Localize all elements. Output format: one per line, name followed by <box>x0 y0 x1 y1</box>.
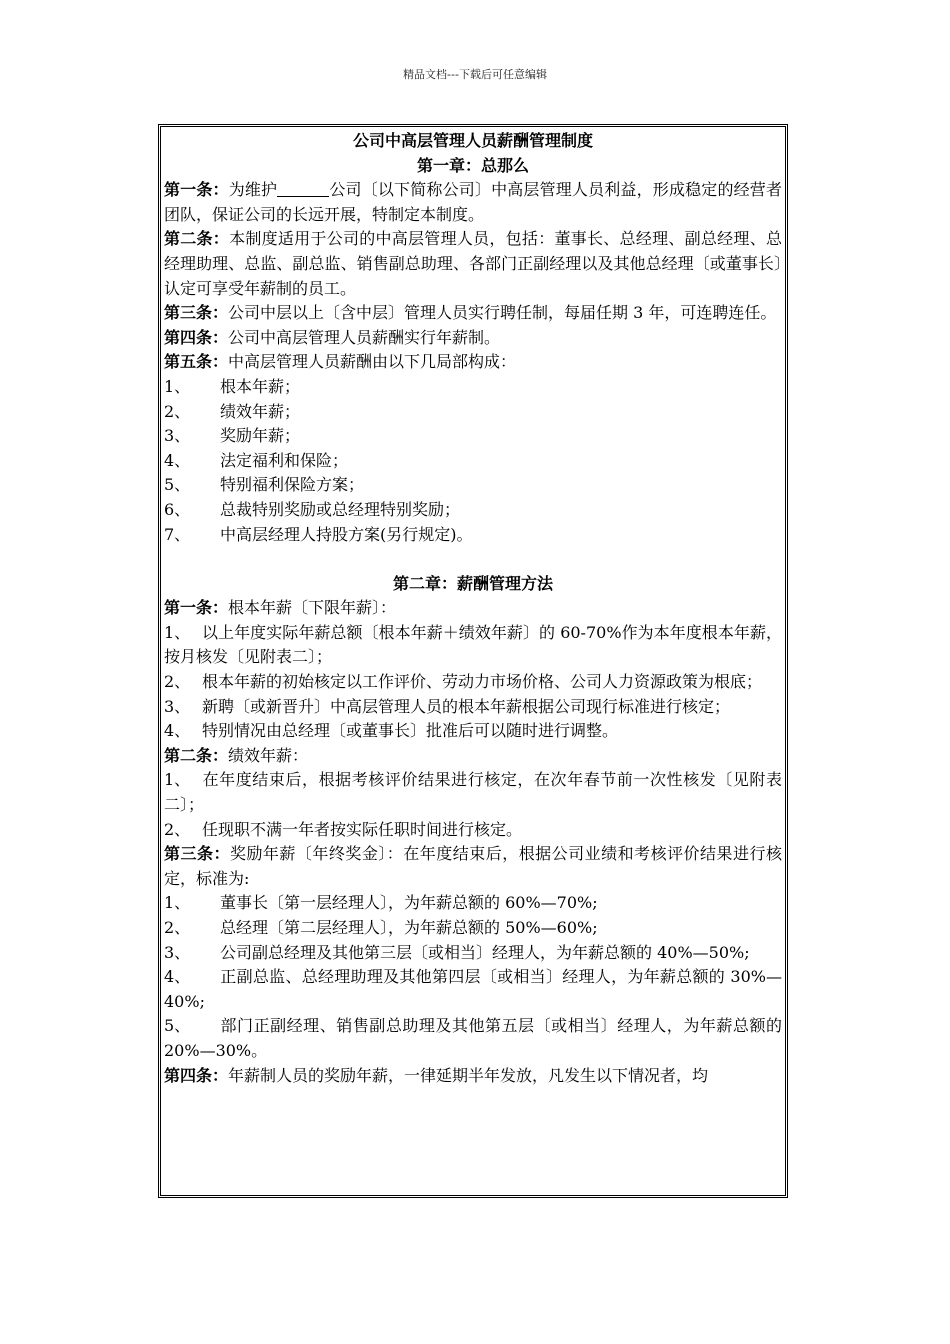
item-number: 1、 <box>164 893 191 913</box>
article-label: 第三条： <box>164 303 229 323</box>
list-item <box>164 695 782 720</box>
list-item <box>164 400 782 425</box>
ch2-article-3 <box>164 842 782 891</box>
chapter-2-heading: 第二章：薪酬管理方法 <box>392 573 553 593</box>
item-number: 3、 <box>164 696 191 716</box>
item-text: 任现职不满一年者按实际任职时间进行核定。 <box>202 819 523 839</box>
page-header: 精品文档---下载后可任意编辑 <box>403 68 547 81</box>
list-item <box>164 941 782 966</box>
item-number: 4、 <box>164 721 191 741</box>
list-item <box>164 818 782 843</box>
ch1-article-5 <box>164 350 782 375</box>
item-text: 在年度结束后，根据考核评价结果进行核定，在次年春节前一次性核发〔见附表二〕； <box>164 770 782 815</box>
list-item <box>164 473 782 498</box>
item-number: 5、 <box>164 1016 191 1036</box>
item-number: 4、 <box>164 450 191 470</box>
list-item <box>164 424 782 449</box>
article-text: 中高层管理人员薪酬由以下几局部构成： <box>228 352 517 372</box>
list-item <box>164 891 782 916</box>
item-text: 以上年度实际年薪总额〔根本年薪＋绩效年薪〕的 60-70%作为本年度根本年薪，按月核发〔见附表二〕； <box>164 622 782 667</box>
article-text: 奖励年薪〔年终奖金〕：在年度结束后，根据公司业绩和考核评价结果进行核定，标准为: <box>164 844 782 888</box>
article-text: 公司〔以下简称公司〕中高层管理人员利益，形成稳定的经营者团队，保证公司的长远开展，特制定本制度。 <box>164 180 782 224</box>
item-number: 7、 <box>164 524 191 544</box>
item-number: 2、 <box>164 918 191 937</box>
item-number: 1、 <box>164 622 191 642</box>
article-text: 为维护 <box>228 180 278 200</box>
list-item <box>164 375 782 400</box>
item-text: 新聘〔或新晋升〕中高层管理人员的根本年薪根据公司现行标准进行核定； <box>202 696 731 716</box>
list-item <box>164 523 782 548</box>
list-item <box>164 449 782 474</box>
article-label: 第一条： <box>164 180 229 200</box>
item-number: 2、 <box>164 401 191 421</box>
list-item <box>164 1014 782 1063</box>
item-text: 特别情况由总经理〔或董事长〕批准后可以随时进行调整。 <box>202 721 619 741</box>
list-item <box>164 768 782 817</box>
item-text: 绩效年薪； <box>220 401 301 421</box>
item-text: 法定福利和保险； <box>220 450 349 470</box>
article-label: 第二条： <box>164 745 229 765</box>
item-number: 1、 <box>164 770 191 790</box>
ch1-article-3 <box>164 301 782 326</box>
ch1-article-2 <box>164 227 782 301</box>
item-number: 2、 <box>164 819 191 839</box>
article-label: 第三条： <box>164 844 230 864</box>
article-label: 第四条： <box>164 1065 229 1085</box>
item-number: 4、 <box>164 967 191 987</box>
item-text: 总经理〔第二层经理人〕，为年薪总额的 50%—60%; <box>220 918 598 937</box>
article-text: 公司中层以上〔含中层〕管理人员实行聘任制，每届任期 3 年，可连聘连任。 <box>228 303 777 323</box>
article-label: 第一条： <box>164 598 229 618</box>
list-item <box>164 719 782 744</box>
item-text: 总裁特别奖励或总经理特别奖励； <box>220 499 461 519</box>
item-text: 根本年薪； <box>220 376 301 396</box>
list-item <box>164 498 782 523</box>
item-text: 中高层经理人持股方案(另行规定)。 <box>220 524 473 544</box>
article-label: 第四条： <box>164 327 229 347</box>
list-item <box>164 621 782 670</box>
ch2-article-4 <box>164 1064 782 1089</box>
ch2-article-1 <box>164 596 782 621</box>
item-number: 6、 <box>164 499 191 519</box>
article-text: 根本年薪〔下限年薪〕： <box>228 598 397 618</box>
document-body <box>161 127 785 1088</box>
article-label: 第二条： <box>164 229 230 249</box>
item-number: 5、 <box>164 475 191 495</box>
item-text: 董事长〔第一层经理人〕，为年薪总额的 60%—70%; <box>220 893 598 913</box>
document-frame <box>158 124 788 1198</box>
item-text: 正副总监、总经理助理及其他第四层〔或相当〕经理人，为年薪总额的 30%—40%; <box>164 967 782 1011</box>
item-text: 特别福利保险方案； <box>220 475 365 495</box>
ch2-article-2 <box>164 744 782 769</box>
article-text: 绩效年薪： <box>228 745 309 765</box>
blank-line <box>164 547 782 572</box>
article-label: 第五条： <box>164 352 229 372</box>
chapter-1-heading: 第一章：总那么 <box>416 155 529 175</box>
item-number: 3、 <box>164 942 191 962</box>
list-item <box>164 916 782 941</box>
item-number: 3、 <box>164 426 191 446</box>
item-number: 1、 <box>164 376 191 396</box>
ch1-article-1 <box>164 178 782 227</box>
item-text: 部门正副经理、销售副总助理及其他第五层〔或相当〕经理人，为年薪总额的 20%—30%。 <box>164 1016 782 1060</box>
document-title: 公司中高层管理人员薪酬管理制度 <box>352 131 593 150</box>
ch1-article-4 <box>164 326 782 351</box>
item-text: 根本年薪的初始核定以工作评价、劳动力市场价格、公司人力资源政策为根底； <box>202 672 763 692</box>
list-item <box>164 670 782 695</box>
blank-underline <box>277 182 329 197</box>
item-text: 奖励年薪； <box>220 426 301 446</box>
item-number: 2、 <box>164 672 191 692</box>
list-item <box>164 965 782 1014</box>
article-text: 年薪制人员的奖励年薪，一律延期半年发放，凡发生以下情况者，均 <box>228 1065 709 1085</box>
article-text: 本制度适用于公司的中高层管理人员，包括：董事长、总经理、副总经理、总经理助理、总监、副总监、销售副总助理、各部门正副经理以及其他总经理〔或董事长〕认定可享受年薪制的员工。 <box>164 229 782 298</box>
article-text: 公司中高层管理人员薪酬实行年薪制。 <box>228 327 501 347</box>
item-text: 公司副总经理及其他第三层〔或相当〕经理人，为年薪总额的 40%—50%; <box>220 942 750 962</box>
